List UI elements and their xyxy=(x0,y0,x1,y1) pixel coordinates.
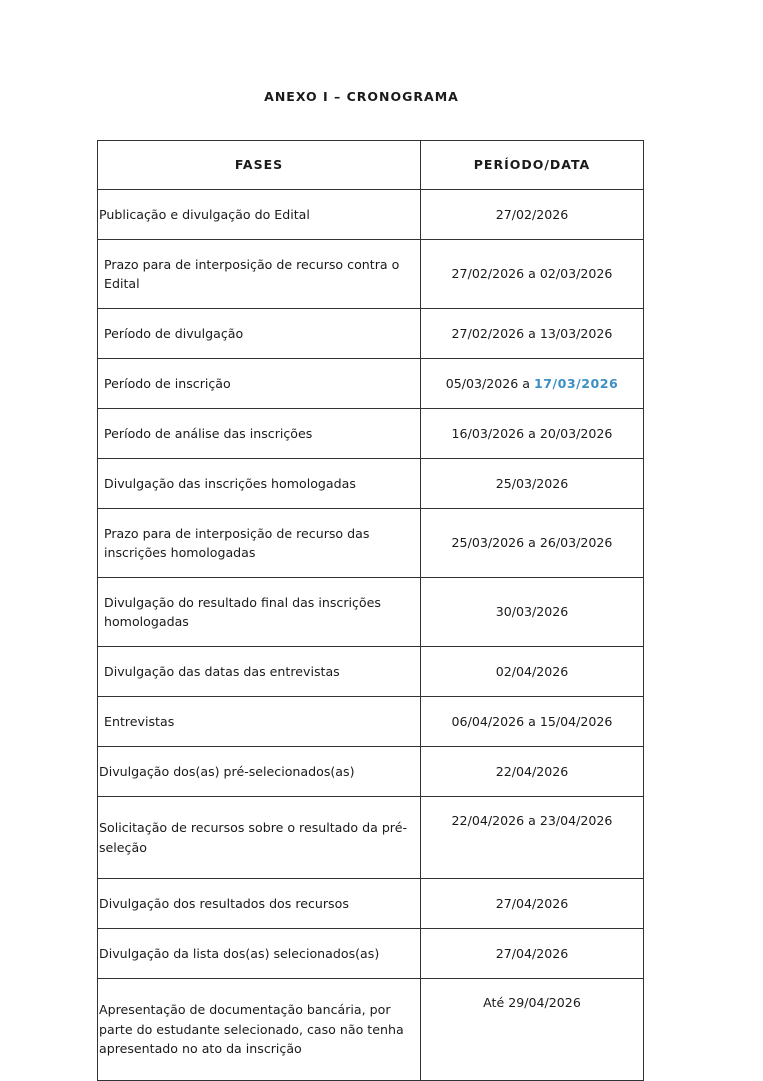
date-cell: 30/03/2026 xyxy=(421,578,644,647)
date-start: 05/03/2026 a xyxy=(445,375,534,391)
phase-cell: Publicação e divulgação do Edital xyxy=(98,190,421,240)
schedule-table xyxy=(97,140,644,1081)
phase-cell: Divulgação das datas das entrevistas xyxy=(98,647,421,697)
table-row xyxy=(98,979,644,1081)
table-row xyxy=(98,697,644,747)
date-end-highlight: 17/03/2026 xyxy=(534,375,619,391)
date-cell: Até 29/04/2026 xyxy=(421,979,644,1081)
table-row xyxy=(98,797,644,879)
date-cell: 27/02/2026 a 02/03/2026 xyxy=(421,240,644,309)
table-row xyxy=(98,309,644,359)
phase-cell: Divulgação dos resultados dos recursos xyxy=(98,879,421,929)
table-row xyxy=(98,879,644,929)
header-phases: FASES xyxy=(98,141,421,190)
date-cell: 27/02/2026 a 13/03/2026 xyxy=(421,309,644,359)
table-row xyxy=(98,509,644,578)
date-cell: 16/03/2026 a 20/03/2026 xyxy=(421,409,644,459)
phase-cell: Solicitação de recursos sobre o resultado da pré-seleção xyxy=(98,797,421,879)
header-period-date: PERÍODO/DATA xyxy=(421,141,644,190)
table-header-row xyxy=(98,141,644,190)
table-row xyxy=(98,929,644,979)
phase-cell: Entrevistas xyxy=(98,697,421,747)
date-cell: 22/04/2026 xyxy=(421,747,644,797)
date-cell: 02/04/2026 xyxy=(421,647,644,697)
date-cell: 27/04/2026 xyxy=(421,929,644,979)
table-row xyxy=(98,409,644,459)
page-title-text: ANEXO I – CRONOGRAMA xyxy=(264,89,459,104)
phase-cell: Prazo para de interposição de recurso das inscrições homologadas xyxy=(98,509,421,578)
table-row xyxy=(98,647,644,697)
table-row xyxy=(98,578,644,647)
phase-cell: Período de inscrição xyxy=(98,359,421,409)
date-cell: 27/02/2026 xyxy=(421,190,644,240)
phase-cell: Divulgação do resultado final das inscrições homologadas xyxy=(98,578,421,647)
phase-cell: Prazo para de interposição de recurso contra o Edital xyxy=(98,240,421,309)
page-title xyxy=(0,89,713,104)
date-cell xyxy=(421,359,644,409)
table-row xyxy=(98,240,644,309)
phase-cell: Divulgação dos(as) pré-selecionados(as) xyxy=(98,747,421,797)
date-cell: 25/03/2026 a 26/03/2026 xyxy=(421,509,644,578)
phase-cell: Período de análise das inscrições xyxy=(98,409,421,459)
phase-cell: Período de divulgação xyxy=(98,309,421,359)
date-cell: 06/04/2026 a 15/04/2026 xyxy=(421,697,644,747)
date-cell: 22/04/2026 a 23/04/2026 xyxy=(421,797,644,879)
phase-cell: Divulgação das inscrições homologadas xyxy=(98,459,421,509)
date-cell: 27/04/2026 xyxy=(421,879,644,929)
table-row xyxy=(98,359,644,409)
phase-cell: Divulgação da lista dos(as) selecionados(as) xyxy=(98,929,421,979)
table-row xyxy=(98,459,644,509)
phase-cell: Apresentação de documentação bancária, por parte do estudante selecionado, caso não tenha apresentado no ato da inscrição xyxy=(98,979,421,1081)
date-cell: 25/03/2026 xyxy=(421,459,644,509)
table-row xyxy=(98,747,644,797)
table-row xyxy=(98,190,644,240)
